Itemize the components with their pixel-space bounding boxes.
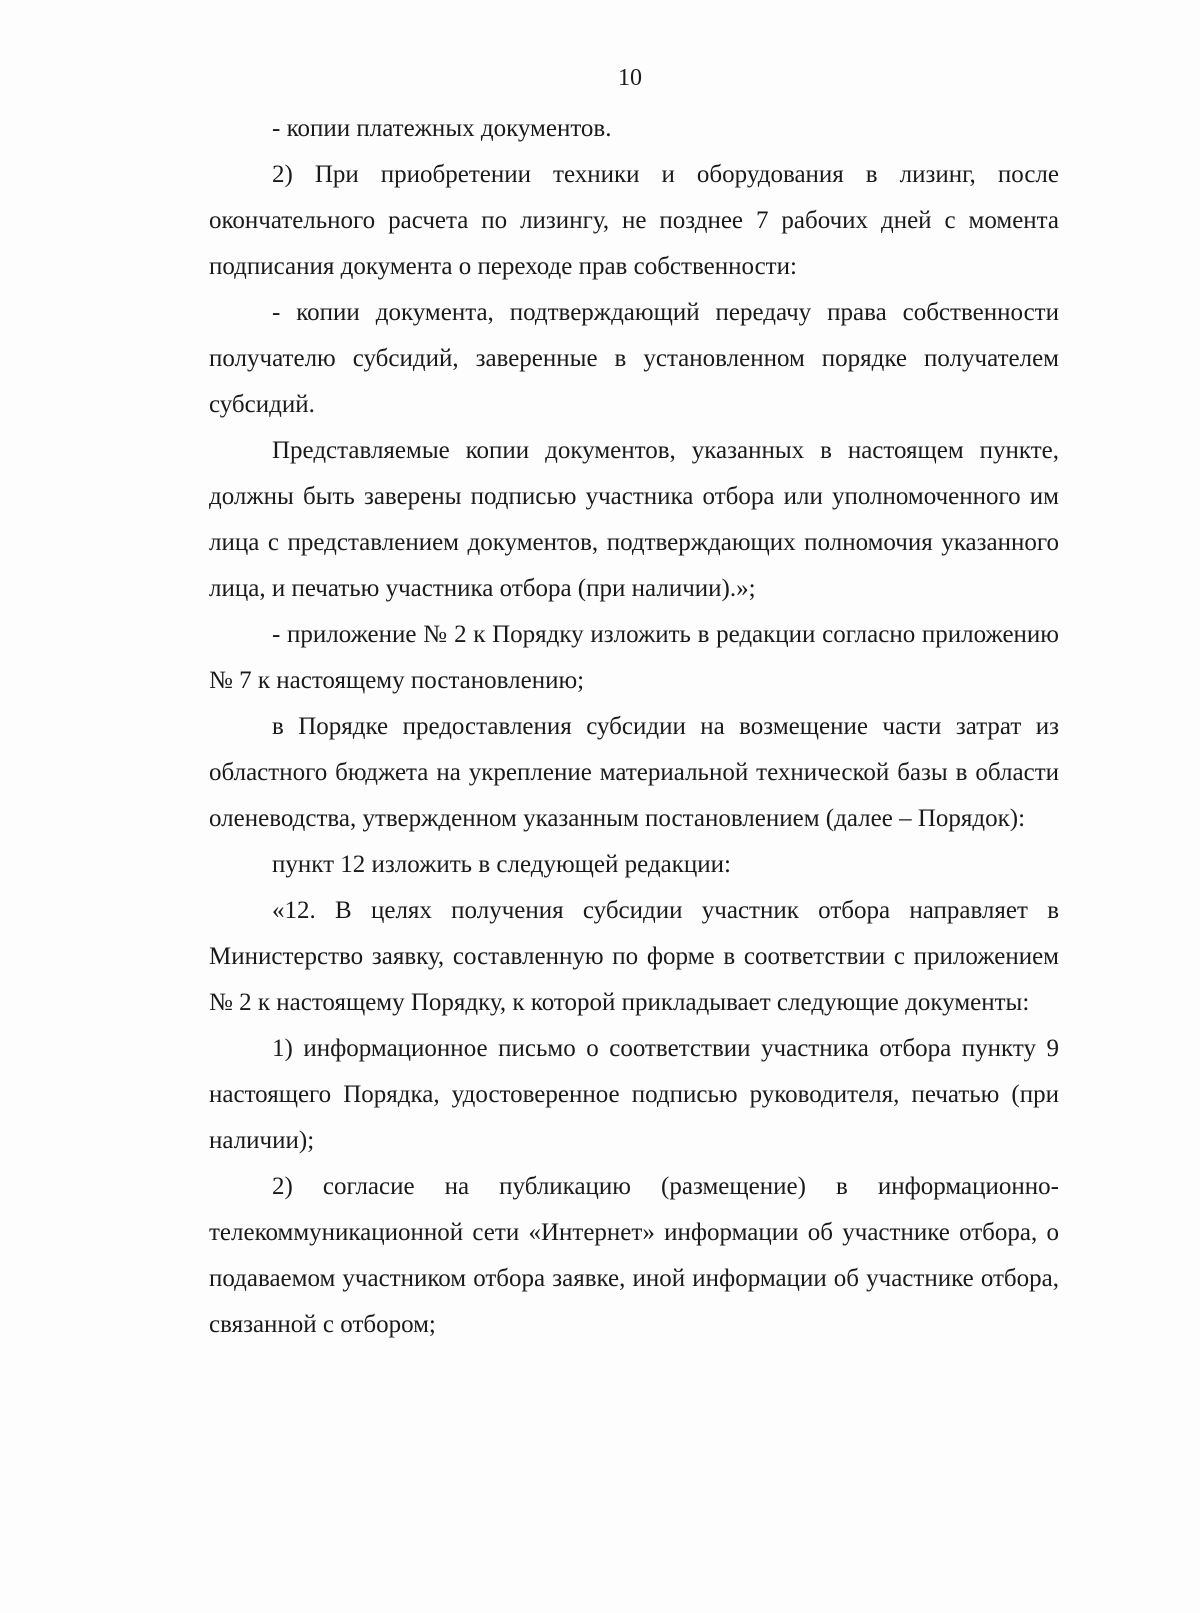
document-body	[209, 106, 1059, 1348]
paragraph-item-12-intro: пункт 12 изложить в следующей редакции:	[272, 851, 731, 878]
paragraph-item-12: «12. В целях получения субсидии участник отбора направляет в Министерство заявку, составленную по форме в соответствии с приложением № 2 к настоящему Порядку, к которой прикладывает следующие документы:	[209, 897, 1059, 1016]
paragraph-ownership-copies: - копии документа, подтверждающий передачу права собственности получателю субсидий, заверенные в установленном порядке получателем субсидий.	[209, 299, 1059, 418]
paragraph-leasing: 2) При приобретении техники и оборудования в лизинг, после окончательного расчета по лизингу, не позднее 7 рабочих дней с момента подписания документа о переходе прав собственности:	[209, 161, 1059, 280]
paragraph-publication-consent: 2) согласие на публикацию (размещение) в информационно-телекоммуникационной сети «Интернет» информации об участнике отбора, о подаваемом участником отбора заявке, иной информации об участнике отбора, связанной с отбором;	[209, 1173, 1059, 1338]
paragraph-payment-copies: - копии платежных документов.	[272, 115, 612, 142]
paragraph-appendix-2: - приложение № 2 к Порядку изложить в редакции согласно приложению № 7 к настоящему постановлению;	[209, 621, 1059, 694]
paragraph-certification: Представляемые копии документов, указанных в настоящем пункте, должны быть заверены подписью участника отбора или уполномоченного им лица с представлением документов, подтверждающих полномочия указанного лица, и печатью участника отбора (при наличии).»;	[209, 437, 1059, 602]
paragraph-reindeer-order: в Порядке предоставления субсидии на возмещение части затрат из областного бюджета на укрепление материальной технической базы в области оленеводства, утвержденном указанным постановлением (далее – Порядок):	[209, 713, 1059, 832]
page-number: 10	[618, 65, 642, 91]
paragraph-info-letter: 1) информационное письмо о соответствии участника отбора пункту 9 настоящего Порядка, удостоверенное подписью руководителя, печатью (при наличии);	[209, 1035, 1059, 1154]
